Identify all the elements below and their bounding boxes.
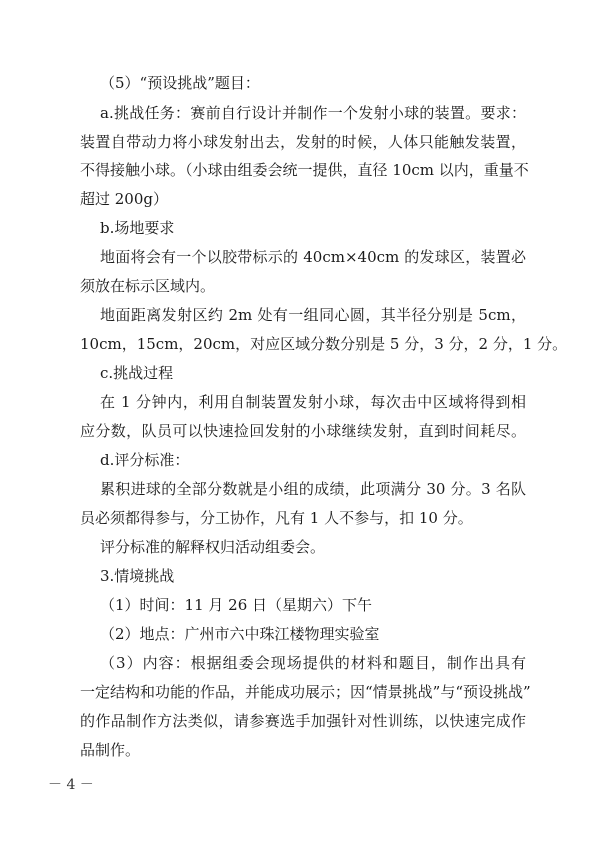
paragraph-line: 地面将会有一个以胶带标示的 40cm×40cm 的发球区，装置必: [100, 248, 526, 266]
paragraph-line: 评分标准的解释权归活动组委会。: [100, 538, 326, 556]
page-number: － 4 －: [48, 777, 94, 793]
paragraph-line: 地面距离发射区约 2m 处有一组同心圆，其半径分别是 5cm，: [100, 306, 526, 324]
paragraph-line: 不得接触小球。（小球由组委会统一提供，直径 10cm 以内，重量不: [80, 161, 529, 179]
paragraph-line: 的作品制作方法类似，请参赛选手加强针对性训练，以快速完成作: [80, 712, 526, 730]
paragraph-line: （3）内容：根据组委会现场提供的材料和题目，制作出具有: [100, 654, 526, 672]
section-heading: b.场地要求: [100, 219, 175, 237]
paragraph-line: 10cm，15cm，20cm，对应区域分数分别是 5 分，3 分，2 分，1 分。: [80, 335, 568, 353]
paragraph-line: （1）时间：11 月 26 日（星期六）下午: [100, 596, 373, 614]
paragraph-line: （2）地点：广州市六中珠江楼物理实验室: [100, 625, 380, 643]
paragraph-line: 装置自带动力将小球发射出去，发射的时候，人体只能触发装置，: [80, 133, 526, 151]
paragraph-line: 在 1 分钟内，利用自制装置发射小球，每次击中区域将得到相: [100, 393, 526, 411]
paragraph-line: 超过 200g）: [80, 190, 169, 208]
paragraph-line: 应分数，队员可以快速捡回发射的小球继续发射，直到时间耗尽。: [80, 422, 526, 440]
section-heading: 3.情境挑战: [100, 567, 175, 585]
paragraph-line: 品制作。: [80, 741, 141, 759]
paragraph-line: 累积进球的全部分数就是小组的成绩，此项满分 30 分。3 名队: [100, 480, 526, 498]
section-heading: c.挑战过程: [100, 364, 174, 382]
paragraph-line: 员必须都得参与，分工协作，凡有 1 人不参与，扣 10 分。: [80, 509, 473, 527]
heading-preset-challenge: （5）“预设挑战”题目：: [100, 74, 260, 92]
paragraph-line: a.挑战任务：赛前自行设计并制作一个发射小球的装置。要求：: [100, 104, 526, 122]
paragraph-line: 须放在标示区域内。: [80, 277, 216, 295]
section-heading: d.评分标准：: [100, 451, 190, 469]
paragraph-line: 一定结构和功能的作品，并能成功展示；因“情景挑战”与“预设挑战”: [80, 683, 531, 701]
